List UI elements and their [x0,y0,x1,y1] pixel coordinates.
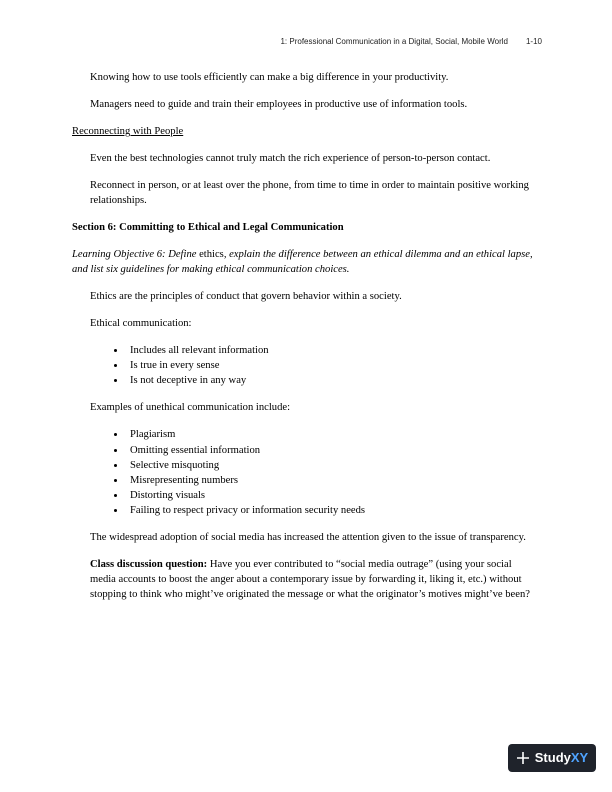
list-item: • Is not deceptive in any way [126,373,540,388]
learning-objective [72,247,540,277]
unethical-list [72,427,540,517]
section-heading: Section 6: Committing to Ethical and Legal Communication [72,222,344,234]
paragraph-productivity: Knowing how to use tools efficiently can make a big difference in your productivity. [90,72,449,83]
discussion-label: Class discussion question: [90,558,208,570]
lo-text-a: Learning Objective 6: Define [72,249,200,261]
logo-text-accent: XY [570,749,589,765]
plus-icon [516,751,530,765]
subheading-reconnecting: Reconnecting with People [72,126,184,138]
page-number: 1-10 [525,37,542,46]
list-item: • Misrepresenting numbers [126,473,540,488]
studyxy-logo[interactable] [508,744,596,772]
list-item: • Includes all relevant information [126,343,540,358]
logo-text: Study [534,749,571,765]
lo-term: ethics [199,249,224,261]
page-body [72,70,540,614]
paragraph-ethics-definition: Ethics are the principles of conduct that govern behavior within a society. [90,291,402,303]
list-item: • Is true in every sense [126,358,540,373]
discussion-question [90,557,540,602]
list-item: • Failing to respect privacy or information security needs [126,503,540,518]
header-title: 1: Professional Communication in a Digital, Social, Mobile World [280,37,508,46]
list-item: • Plagiarism [126,427,540,442]
ethical-list [72,343,540,388]
lo-text-c: , explain the difference between an ethical dilemma and an ethical lapse, and list six guidelines for making ethical communication choices. [72,249,533,276]
list-item: • Distorting visuals [126,488,540,503]
ethical-label: Ethical communication: [90,318,192,330]
paragraph-reconnect: Reconnect in person, or at least over the phone, from time to time in order to maintain positive working relationships. [90,180,529,207]
paragraph-managers: Managers need to guide and train their employees in productive use of information tools. [90,99,468,111]
paragraph-technologies: Even the best technologies cannot truly match the rich experience of person-to-person contact. [90,153,491,165]
list-item: • Selective misquoting [126,458,540,473]
list-item: • Omitting essential information [126,443,540,458]
paragraph-transparency: The widespread adoption of social media has increased the attention given to the issue of transparency. [90,531,526,543]
unethical-label: Examples of unethical communication include: [90,402,291,414]
discussion-text: Have you ever contributed to “social media outrage” (using your social media accounts to boost the anger about a contemporary issue by forwarding it, liking it, etc.) without stopping to think who might’ve originated the message or what the originator’s motives might’ve been? [90,558,530,600]
running-header [280,36,542,47]
